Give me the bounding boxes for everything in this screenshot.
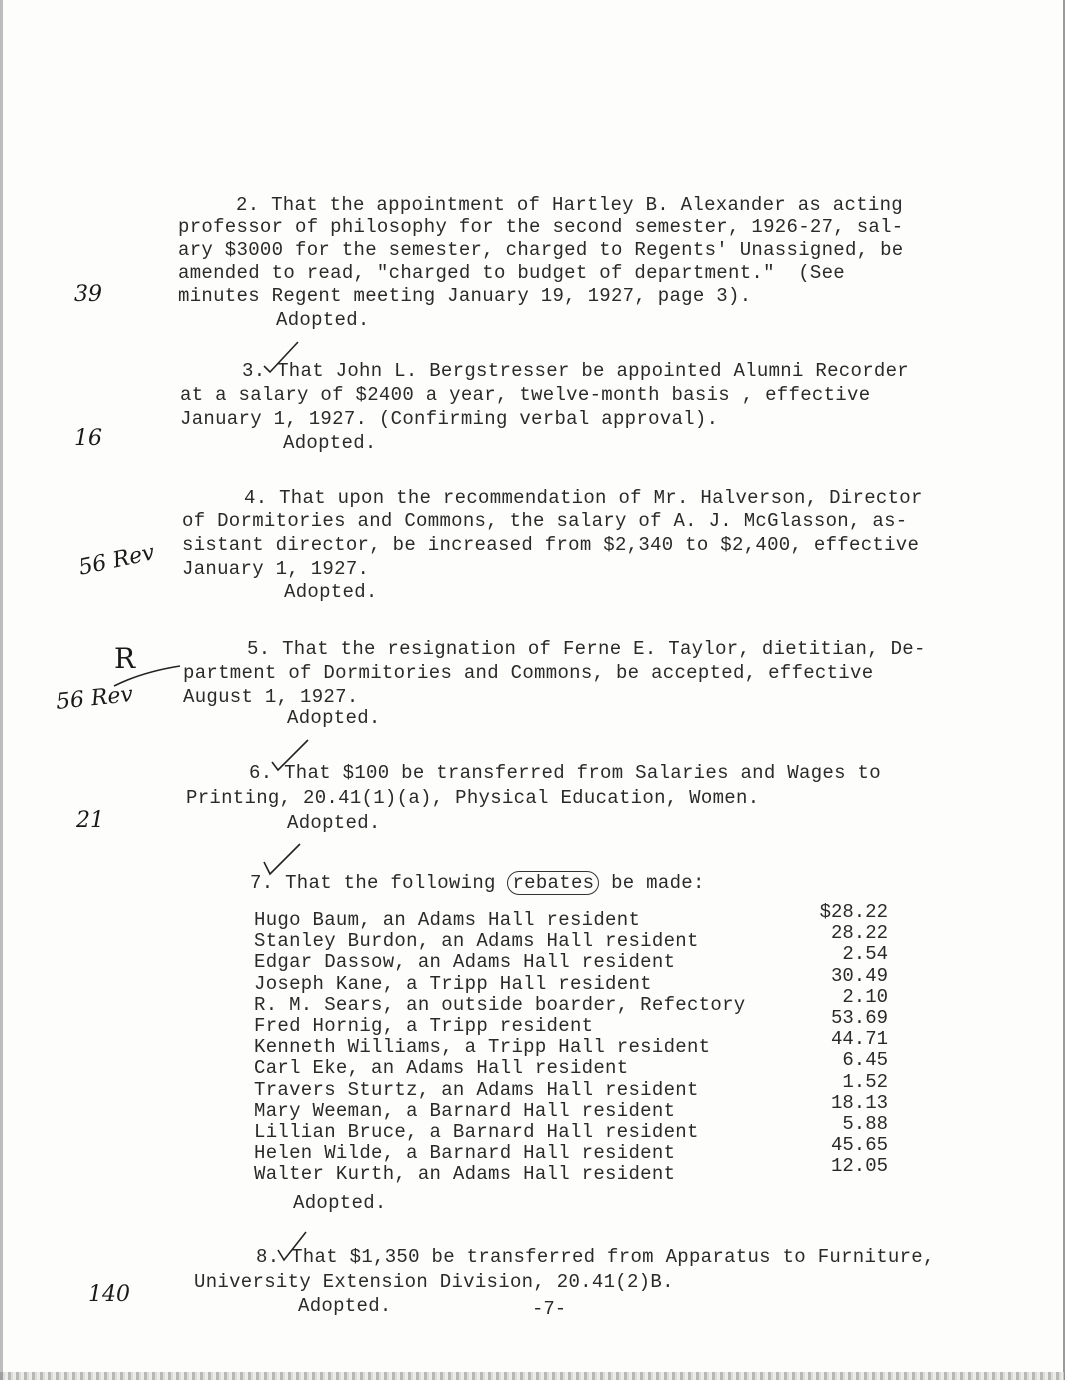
rebate-amount: 28.22: [830, 922, 888, 945]
rebate-amount: 6.45: [842, 1049, 888, 1072]
item-6-adopted: Adopted.: [287, 812, 381, 834]
rebate-name: Mary Weeman, a Barnard Hall resident: [254, 1099, 676, 1122]
item-6-line-2: Printing, 20.41(1)(a), Physical Education, Women.: [186, 787, 760, 809]
rebate-amount: $28.22: [819, 901, 888, 923]
page-number: -7-: [532, 1298, 567, 1320]
rebate-name: Edgar Dassow, an Adams Hall resident: [254, 951, 676, 974]
rebate-amount: 12.05: [830, 1155, 888, 1178]
rebate-name: Hugo Baum, an Adams Hall resident: [254, 909, 641, 931]
item-7-intro: [250, 872, 705, 894]
item-2-line-3: ary $3000 for the semester, charged to Regents' Unassigned, be: [178, 239, 904, 261]
rebate-amount: 18.13: [830, 1091, 888, 1114]
item-4-line-2: of Dormitories and Commons, the salary of A. J. McGlasson, as-: [182, 510, 908, 532]
item-2-line-4: amended to read, "charged to budget of department." (See: [178, 262, 846, 284]
page-edge-left: [0, 0, 3, 1380]
rebate-amount: 44.71: [830, 1028, 888, 1051]
item-4-line-3: sistant director, be increased from $2,340 to $2,400, effective: [182, 534, 920, 556]
margin-note-21: 21: [76, 808, 104, 833]
item-8-line-1: 8. That $1,350 be transferred from Apparatus to Furniture,: [256, 1246, 935, 1268]
item-2-line-1: 2. That the appointment of Hartley B. Alexander as acting: [236, 194, 904, 216]
item-5-line-2: partment of Dormitories and Commons, be accepted, effective: [183, 662, 874, 684]
margin-note-16: 16: [74, 426, 102, 451]
rebate-amount: 30.49: [830, 964, 888, 987]
item-5-line-1: 5. That the resignation of Ferne E. Taylor, dietitian, De-: [247, 638, 926, 660]
item-3-line-1: 3. That John L. Bergstresser be appointed Alumni Recorder: [242, 360, 910, 382]
item-7-intro-after: be made:: [599, 872, 705, 894]
rebate-amount: 2.54: [842, 943, 888, 966]
rebate-amount: 5.88: [842, 1113, 888, 1135]
item-4-line-4: January 1, 1927.: [182, 558, 370, 580]
rebate-name: Kenneth Williams, a Tripp Hall resident: [254, 1036, 711, 1059]
rebate-name: Stanley Burdon, an Adams Hall resident: [254, 930, 699, 953]
item-2-adopted: Adopted.: [276, 309, 370, 331]
item-2-line-2: professor of philosophy for the second semester, 1926-27, sal-: [178, 216, 904, 238]
item-8-adopted: Adopted.: [298, 1295, 392, 1317]
rebate-amount: 2.10: [842, 985, 888, 1008]
margin-note-140: 140: [88, 1282, 130, 1307]
item-3-adopted: Adopted.: [283, 432, 377, 454]
margin-note-39: 39: [74, 282, 102, 307]
item-8-line-2: University Extension Division, 20.41(2)B.: [194, 1271, 674, 1293]
margin-note-r: R: [114, 642, 136, 675]
rebate-name: Fred Hornig, a Tripp resident: [254, 1015, 594, 1037]
circled-word: rebates: [507, 871, 599, 895]
rebate-name: Carl Eke, an Adams Hall resident: [254, 1057, 629, 1080]
item-5-line-3: August 1, 1927.: [183, 686, 359, 708]
item-4-line-1: 4. That upon the recommendation of Mr. Halverson, Director: [244, 487, 923, 509]
rebate-amount: 53.69: [830, 1007, 888, 1029]
rebate-amount: 45.65: [830, 1134, 888, 1157]
margin-note-56-rev: 56 Rev: [76, 540, 157, 581]
rebate-name: Joseph Kane, a Tripp Hall resident: [254, 972, 652, 995]
item-3-line-2: at a salary of $2400 a year, twelve-month basis , effective: [180, 384, 871, 406]
margin-note-56-rev-2: 56 Rev: [54, 682, 135, 715]
rebate-name: Travers Sturtz, an Adams Hall resident: [254, 1078, 699, 1101]
rebate-name: Walter Kurth, an Adams Hall resident: [254, 1163, 676, 1186]
check-mark-icon: [262, 842, 302, 876]
rebate-name: Lillian Bruce, a Barnard Hall resident: [254, 1121, 699, 1143]
item-3-line-3: January 1, 1927. (Confirming verbal approval).: [180, 408, 719, 430]
page-edge-bottom: [0, 1372, 1065, 1380]
item-4-adopted: Adopted.: [284, 581, 378, 603]
rebate-amount: 1.52: [842, 1070, 888, 1093]
rebate-name: R. M. Sears, an outside boarder, Refectory: [254, 993, 746, 1016]
item-5-adopted: Adopted.: [287, 707, 381, 729]
item-7-intro-before: 7. That the following: [250, 872, 508, 894]
item-7-adopted: Adopted.: [293, 1192, 387, 1214]
rebate-name: Helen Wilde, a Barnard Hall resident: [254, 1142, 676, 1165]
item-2-line-5: minutes Regent meeting January 19, 1927, page 3).: [178, 285, 752, 307]
item-6-line-1: 6. That $100 be transferred from Salaries and Wages to: [249, 762, 881, 784]
